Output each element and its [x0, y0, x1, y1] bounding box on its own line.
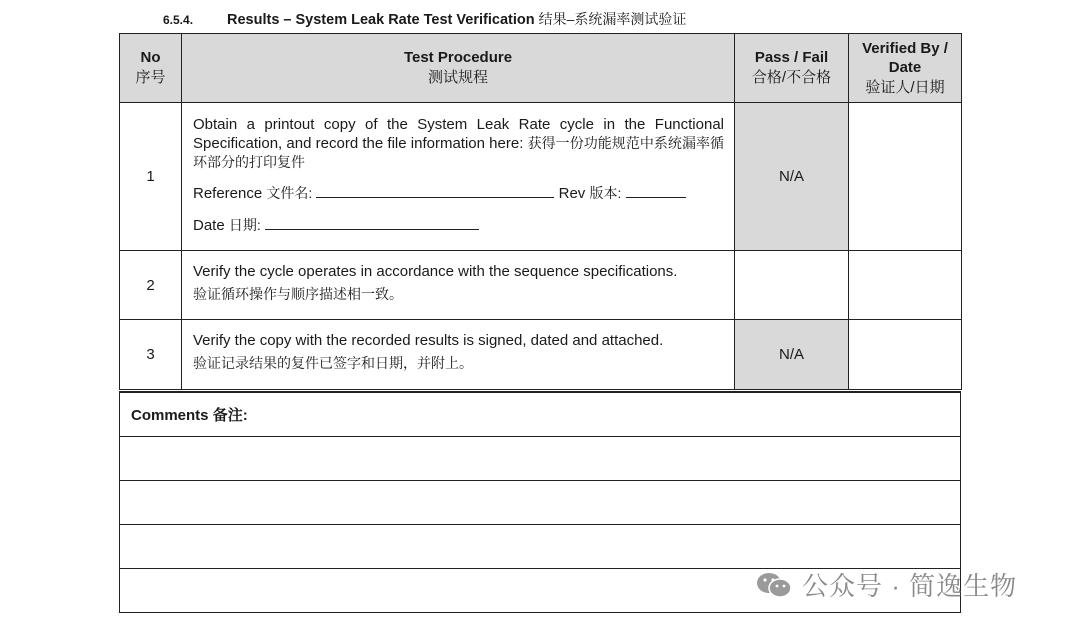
comments-header-row [120, 392, 961, 437]
section-title-cn: 结果–系统漏率测试验证 [538, 11, 687, 27]
section-heading [163, 9, 686, 29]
procedure-text: Verify the copy with the recorded results is signed, dated and attached. [193, 332, 664, 349]
header-pass-fail: Pass / Fail 合格/不合格 [735, 34, 849, 103]
section-number: 6.5.4. [163, 13, 194, 27]
procedure-text-cn: 获得一份功能规范中系统漏率循环部分的打印复件 [193, 135, 725, 170]
comments-label: Comments [131, 407, 209, 424]
comments-label-cn: 备注: [212, 407, 248, 424]
comment-line[interactable] [120, 437, 961, 481]
header-procedure: Test Procedure 测试规程 [182, 34, 735, 103]
row-procedure [182, 103, 735, 251]
date-field[interactable] [265, 217, 479, 230]
row-number: 2 [120, 251, 182, 320]
row-number: 1 [120, 103, 182, 251]
rev-label-cn: 版本: [589, 185, 622, 201]
test-table [119, 33, 962, 390]
procedure-text-cn: 验证记录结果的复件已签字和日期，并附上。 [193, 355, 473, 371]
date-label: Date [193, 217, 225, 234]
procedure-text: Obtain a printout copy of the System Leak Rate cycle in the Functional Specification, and record the file information here: [193, 116, 724, 152]
date-label-cn: 日期: [228, 217, 261, 233]
pass-fail-cell: N/A [735, 103, 849, 251]
procedure-text: Verify the cycle operates in accordance with the sequence specifications. [193, 263, 678, 280]
row-number: 3 [120, 320, 182, 390]
row-procedure [182, 251, 735, 320]
pass-fail-cell[interactable] [735, 251, 849, 320]
comment-line[interactable] [120, 481, 961, 525]
verified-cell[interactable] [849, 103, 962, 251]
table-row [120, 320, 962, 390]
row-procedure [182, 320, 735, 390]
table-row [120, 103, 962, 251]
verified-cell[interactable] [849, 251, 962, 320]
header-row [120, 34, 962, 103]
reference-label: Reference [193, 185, 263, 202]
procedure-text-cn: 验证循环操作与顺序描述相一致。 [193, 286, 403, 302]
comments-label-cell [120, 392, 961, 437]
table-row [120, 251, 962, 320]
rev-label: Rev [558, 185, 586, 202]
reference-field[interactable] [316, 185, 554, 198]
rev-field[interactable] [626, 185, 686, 198]
verified-cell[interactable] [849, 320, 962, 390]
section-title: Results – System Leak Rate Test Verification [227, 12, 535, 28]
header-verified: Verified By / Date 验证人/日期 [849, 34, 962, 103]
reference-label-cn: 文件名: [266, 185, 313, 201]
watermark [756, 566, 1017, 603]
comment-line[interactable] [120, 525, 961, 569]
header-no: No 序号 [120, 34, 182, 103]
wechat-icon [756, 572, 792, 598]
watermark-text: 公众号 · 简逸生物 [802, 571, 1018, 601]
pass-fail-cell: N/A [735, 320, 849, 390]
